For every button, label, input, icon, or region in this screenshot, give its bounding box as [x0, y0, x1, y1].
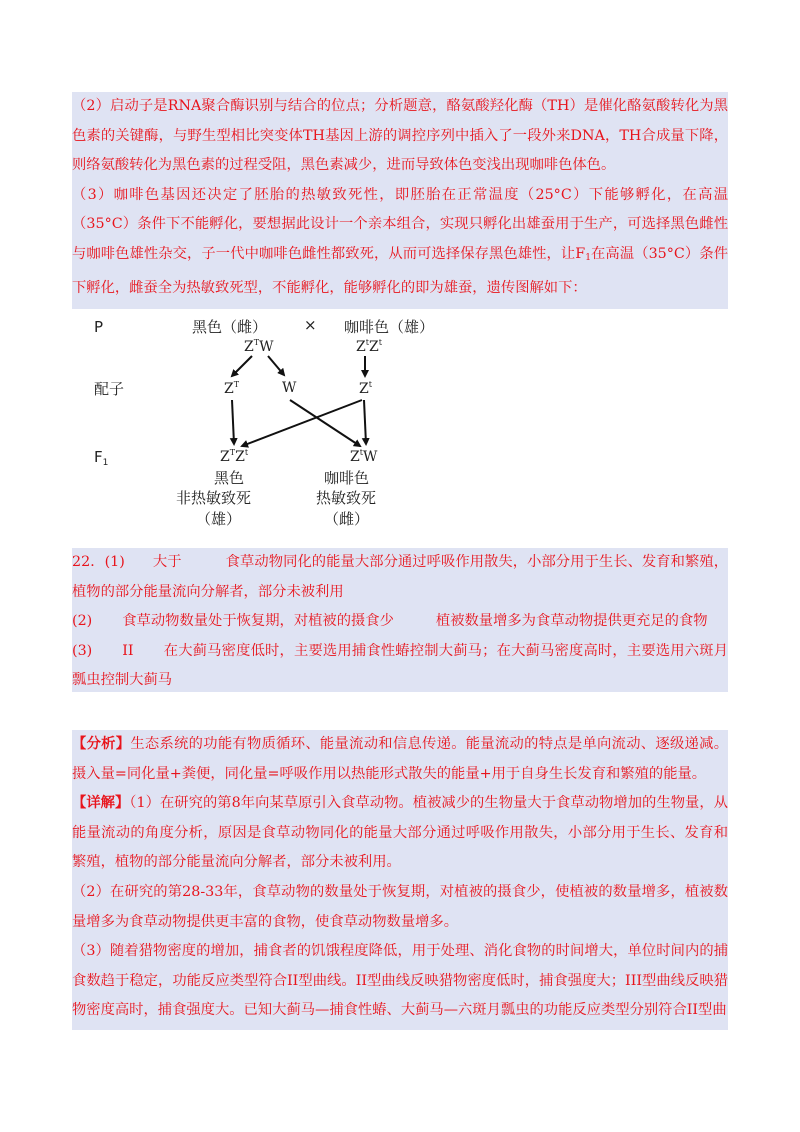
gamete-zt-male: $Z^t$ — [359, 380, 372, 397]
q22-line1-answer: 大于 — [152, 554, 182, 570]
detail-paragraph-2: （2）在研究的第28-33年，食草动物的数量处于恢复期，对植被的摄食少，使植被的数量增多，植被数量增多为食草动物提供更丰富的食物，使食草动物数量增多。 — [72, 883, 728, 930]
analysis-block — [72, 730, 728, 1030]
q22-line1-text: 食草动物同化的能量大部分通过呼吸作用散失，小部分用于生长、发育和繁殖，植物的部分能量流向分解者，部分未被利用 — [72, 554, 728, 600]
row-label-f1 — [94, 448, 108, 468]
q22-line1-number: 22．(1) — [72, 554, 125, 570]
arrow-female-to-zt — [232, 356, 252, 376]
row-label-f1-sub: 1 — [102, 458, 109, 468]
paragraph-3-text-a: （3）咖啡色基因还决定了胚胎的热敏致死性，即胚胎在正常温度（25°C）下能够孵化，在高温（35°C）条件下不能孵化，要想据此设计一个亲本组合，实现只孵化出雄蚕用于生产，可选择黑色雌性与咖啡色雄性杂交，子一代中咖啡色雌性都致死，从而可选择保存黑色雄性，让F — [72, 186, 728, 262]
answer-block-part1 — [72, 92, 728, 309]
paragraph-3-sub: 1 — [585, 252, 591, 263]
parent-male-label: 咖啡色（雄） — [344, 318, 435, 336]
cross-symbol: × — [304, 316, 317, 334]
q22-line2-answer-a: 食草动物数量处于恢复期，对植被的摄食少 — [122, 613, 394, 630]
q22-line3-text: 在大蓟马密度低时，主要选用捕食性蝽控制大蓟马；在大蓟马密度高时，主要选用六斑月瓢虫控制大蓟马 — [72, 642, 728, 689]
q22-line3-answer: II — [122, 642, 134, 659]
male-genotype: $Z^tZ^t$ — [356, 338, 382, 355]
q22-line3-number: (3) — [72, 642, 93, 659]
q22-line2-number: (2) — [72, 613, 93, 630]
analysis-text: 生态系统的功能有物质循环、能量流动和信息传递。能量流动的特点是单向流动、逐级递减。摄入量=同化量+粪便，同化量=呼吸作用以热能形式散失的能量+用于自身生长发育和繁殖的能量。 — [72, 736, 729, 782]
paragraph-3-text-b: 在高温（35°C）条件下孵化，雌蚕全为热敏致死型，不能孵化，能够孵化的即为雄蚕，遗传图解如下： — [72, 245, 728, 296]
q22-line3 — [72, 637, 728, 696]
detail-tag: 【详解】 — [72, 795, 130, 812]
paragraph-3 — [72, 181, 728, 303]
arrow-zt-to-f1a — [232, 400, 234, 444]
row-label-p: P — [94, 318, 104, 336]
offspring2-color: 咖啡色 — [324, 469, 370, 487]
q22-line2 — [72, 607, 728, 637]
paragraph-2: （2）启动子是RNA聚合酶识别与结合的位点；分析题意，酪氨酸羟化酶（TH）是催化酪氨酸转化为黑色素的关键酶，与野生型相比突变体TH基因上游的调控序列中插入了一段外来DNA，TH合成量下降，则络氨酸转化为黑色素的过程受阻，黑色素减少，进而导致体色变浅出现咖啡色体色。 — [72, 98, 728, 174]
q22-line2-answer-b: 植被数量增多为食草动物提供更充足的食物 — [435, 613, 708, 630]
row-label-gamete: 配子 — [94, 380, 125, 398]
offspring1-color: 黑色 — [214, 469, 245, 487]
offspring1-genotype: $Z^TZ^t$ — [220, 448, 249, 465]
q22-line1 — [72, 548, 728, 607]
female-genotype: $Z^TW$ — [244, 338, 274, 355]
row-label-f1-text: F — [94, 448, 103, 466]
offspring2-sex: （雌） — [324, 510, 370, 528]
offspring2-trait: 热敏致死 — [316, 489, 377, 507]
arrow-zt2-to-f1b — [364, 400, 366, 444]
genetic-cross-diagram — [72, 312, 464, 531]
gamete-zt-female: $Z^T$ — [224, 380, 240, 397]
detail-paragraph-1 — [72, 789, 728, 878]
offspring2-genotype: $Z^tW$ — [350, 448, 378, 465]
gamete-w: W — [282, 380, 297, 396]
detail-paragraph-3: （3）随着猎物密度的增加，捕食者的饥饿程度降低，用于处理、消化食物的时间增大，单位时间内的捕食数趋于稳定，功能反应类型符合II型曲线。II型曲线反映猎物密度低时，捕食强度大；III型曲线反映猎物密度高时，捕食强度大。已知大蓟马—捕食性蝽、大蓟马—六斑月瓢虫的功能反应类型分别符合II型曲 — [72, 943, 728, 1019]
offspring1-trait: 非热敏致死 — [176, 489, 252, 507]
detail-1-text: （1）在研究的第8年向某草原引入食草动物。植被减少的生物量大于食草动物增加的生物量，从能量流动的角度分析，原因是食草动物同化的能量大部分通过呼吸作用散失，小部分用于生长、发育和繁殖，植物的部分能量流向分解者，部分未被利用。 — [72, 795, 728, 871]
arrow-female-to-w — [268, 356, 284, 375]
offspring1-sex: （雄） — [196, 510, 242, 528]
answer-block-q22 — [72, 548, 728, 692]
analysis-paragraph — [72, 730, 728, 789]
parent-female-label: 黑色（雌） — [192, 318, 268, 336]
analysis-tag: 【分析】 — [72, 736, 131, 752]
